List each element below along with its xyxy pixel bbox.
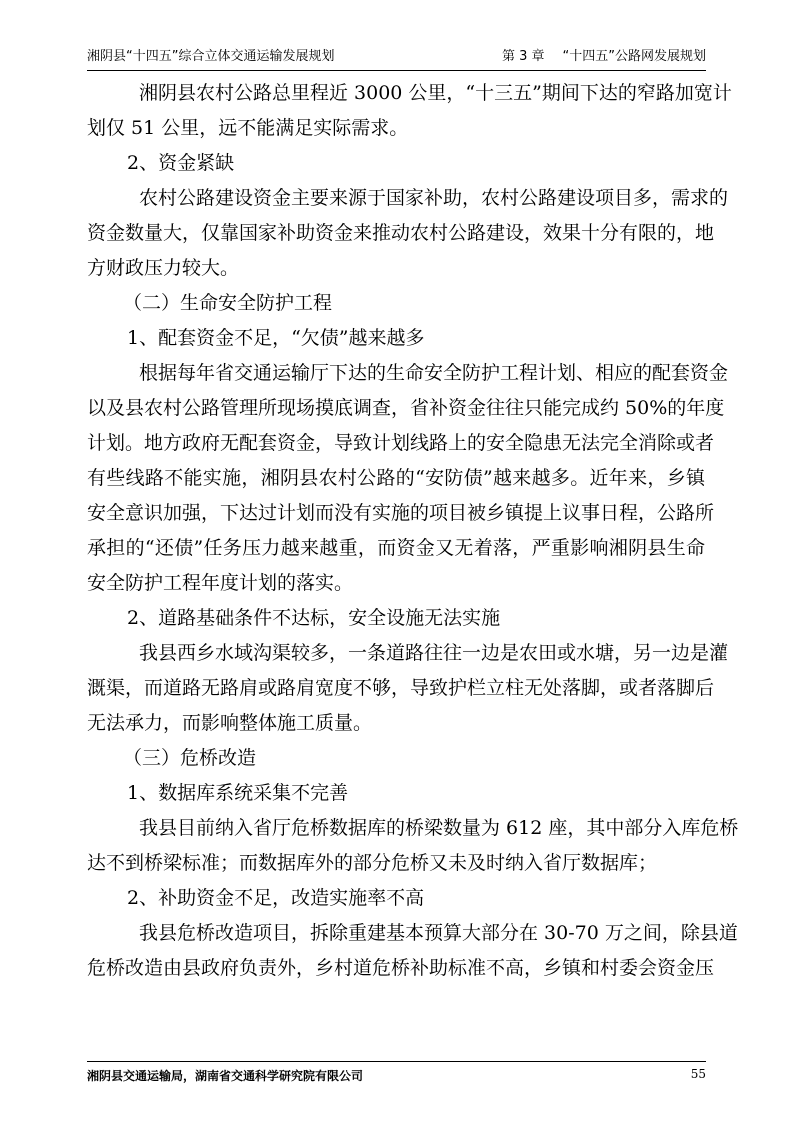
page-header	[87, 40, 706, 71]
body-line: 方财政压力较大。	[87, 257, 240, 279]
body-line: 无法承力，而影响整体施工质量。	[87, 712, 373, 734]
body-line: 我县西乡水域沟渠较多，一条道路往往一边是农田或水塘，另一边是灌	[139, 642, 729, 664]
body-line: 计划。地方政府无配套资金，导致计划线路上的安全隐患无法完全消除或者	[87, 432, 715, 454]
body-line: 我县危桥改造项目，拆除重建基本预算大部分在 30-70 万之间，除县道	[139, 922, 738, 944]
subsection-heading: 1、数据库系统采集不完善	[127, 782, 349, 804]
subsection-heading: 2、资金紧缺	[127, 152, 235, 174]
body-line: 溉渠，而道路无路肩或路肩宽度不够，导致护栏立柱无处落脚，或者落脚后	[87, 677, 715, 699]
header-chapter-number: 第 3 章	[501, 49, 545, 64]
subsection-heading: 2、补助资金不足，改造实施率不高	[127, 887, 425, 909]
header-chapter-title: “十四五”公路网发展规划	[562, 49, 706, 64]
body-line: 湘阴县农村公路总里程近 3000 公里，“十三五”期间下达的窄路加宽计	[139, 82, 732, 104]
page-body	[87, 76, 739, 986]
body-line: 我县目前纳入省厅危桥数据库的桥梁数量为 612 座，其中部分入库危桥	[139, 817, 739, 839]
body-line: 农村公路建设资金主要来源于国家补助，农村公路建设项目多，需求的	[139, 187, 729, 209]
body-line: 有些线路不能实施，湘阴县农村公路的“安防债”越来越多。近年来，乡镇	[87, 467, 705, 489]
section-heading: （三）危桥改造	[123, 747, 257, 769]
body-line: 安全防护工程年度计划的落实。	[87, 572, 354, 594]
body-line: 以及县农村公路管理所现场摸底调查，省补资金往往只能完成约 50%的年度	[87, 397, 725, 419]
header-chapter-info	[502, 45, 706, 64]
body-line: 划仅 51 公里，远不能满足实际需求。	[87, 117, 409, 139]
body-line: 达不到桥梁标准；而数据库外的部分危桥又未及时纳入省厅数据库；	[87, 852, 658, 874]
body-line: 安全意识加强，下达过计划而没有实施的项目被乡镇提上议事日程，公路所	[87, 502, 715, 524]
section-heading: （二）生命安全防护工程	[123, 292, 333, 314]
subsection-heading: 2、道路基础条件不达标，安全设施无法实施	[127, 607, 501, 629]
body-line: 资金数量大，仅靠国家补助资金来推动农村公路建设，效果十分有限的，地	[87, 222, 715, 244]
body-line: 危桥改造由县政府负责外，乡村道危桥补助标准不高，乡镇和村委会资金压	[87, 957, 715, 979]
footer-organizations: 湘阴县交通运输局，湖南省交通科学研究院有限公司	[87, 1069, 364, 1083]
header-document-title: 湘阴县“十四五”综合立体交通运输发展规划	[87, 49, 335, 64]
page-footer	[87, 1061, 706, 1083]
subsection-heading: 1、配套资金不足，“欠债”越来越多	[127, 327, 425, 349]
body-line: 承担的“还债”任务压力越来越重，而资金又无着落，严重影响湘阴县生命	[87, 537, 705, 559]
page-number: 55	[690, 1067, 706, 1081]
body-line: 根据每年省交通运输厅下达的生命安全防护工程计划、相应的配套资金	[139, 362, 729, 384]
